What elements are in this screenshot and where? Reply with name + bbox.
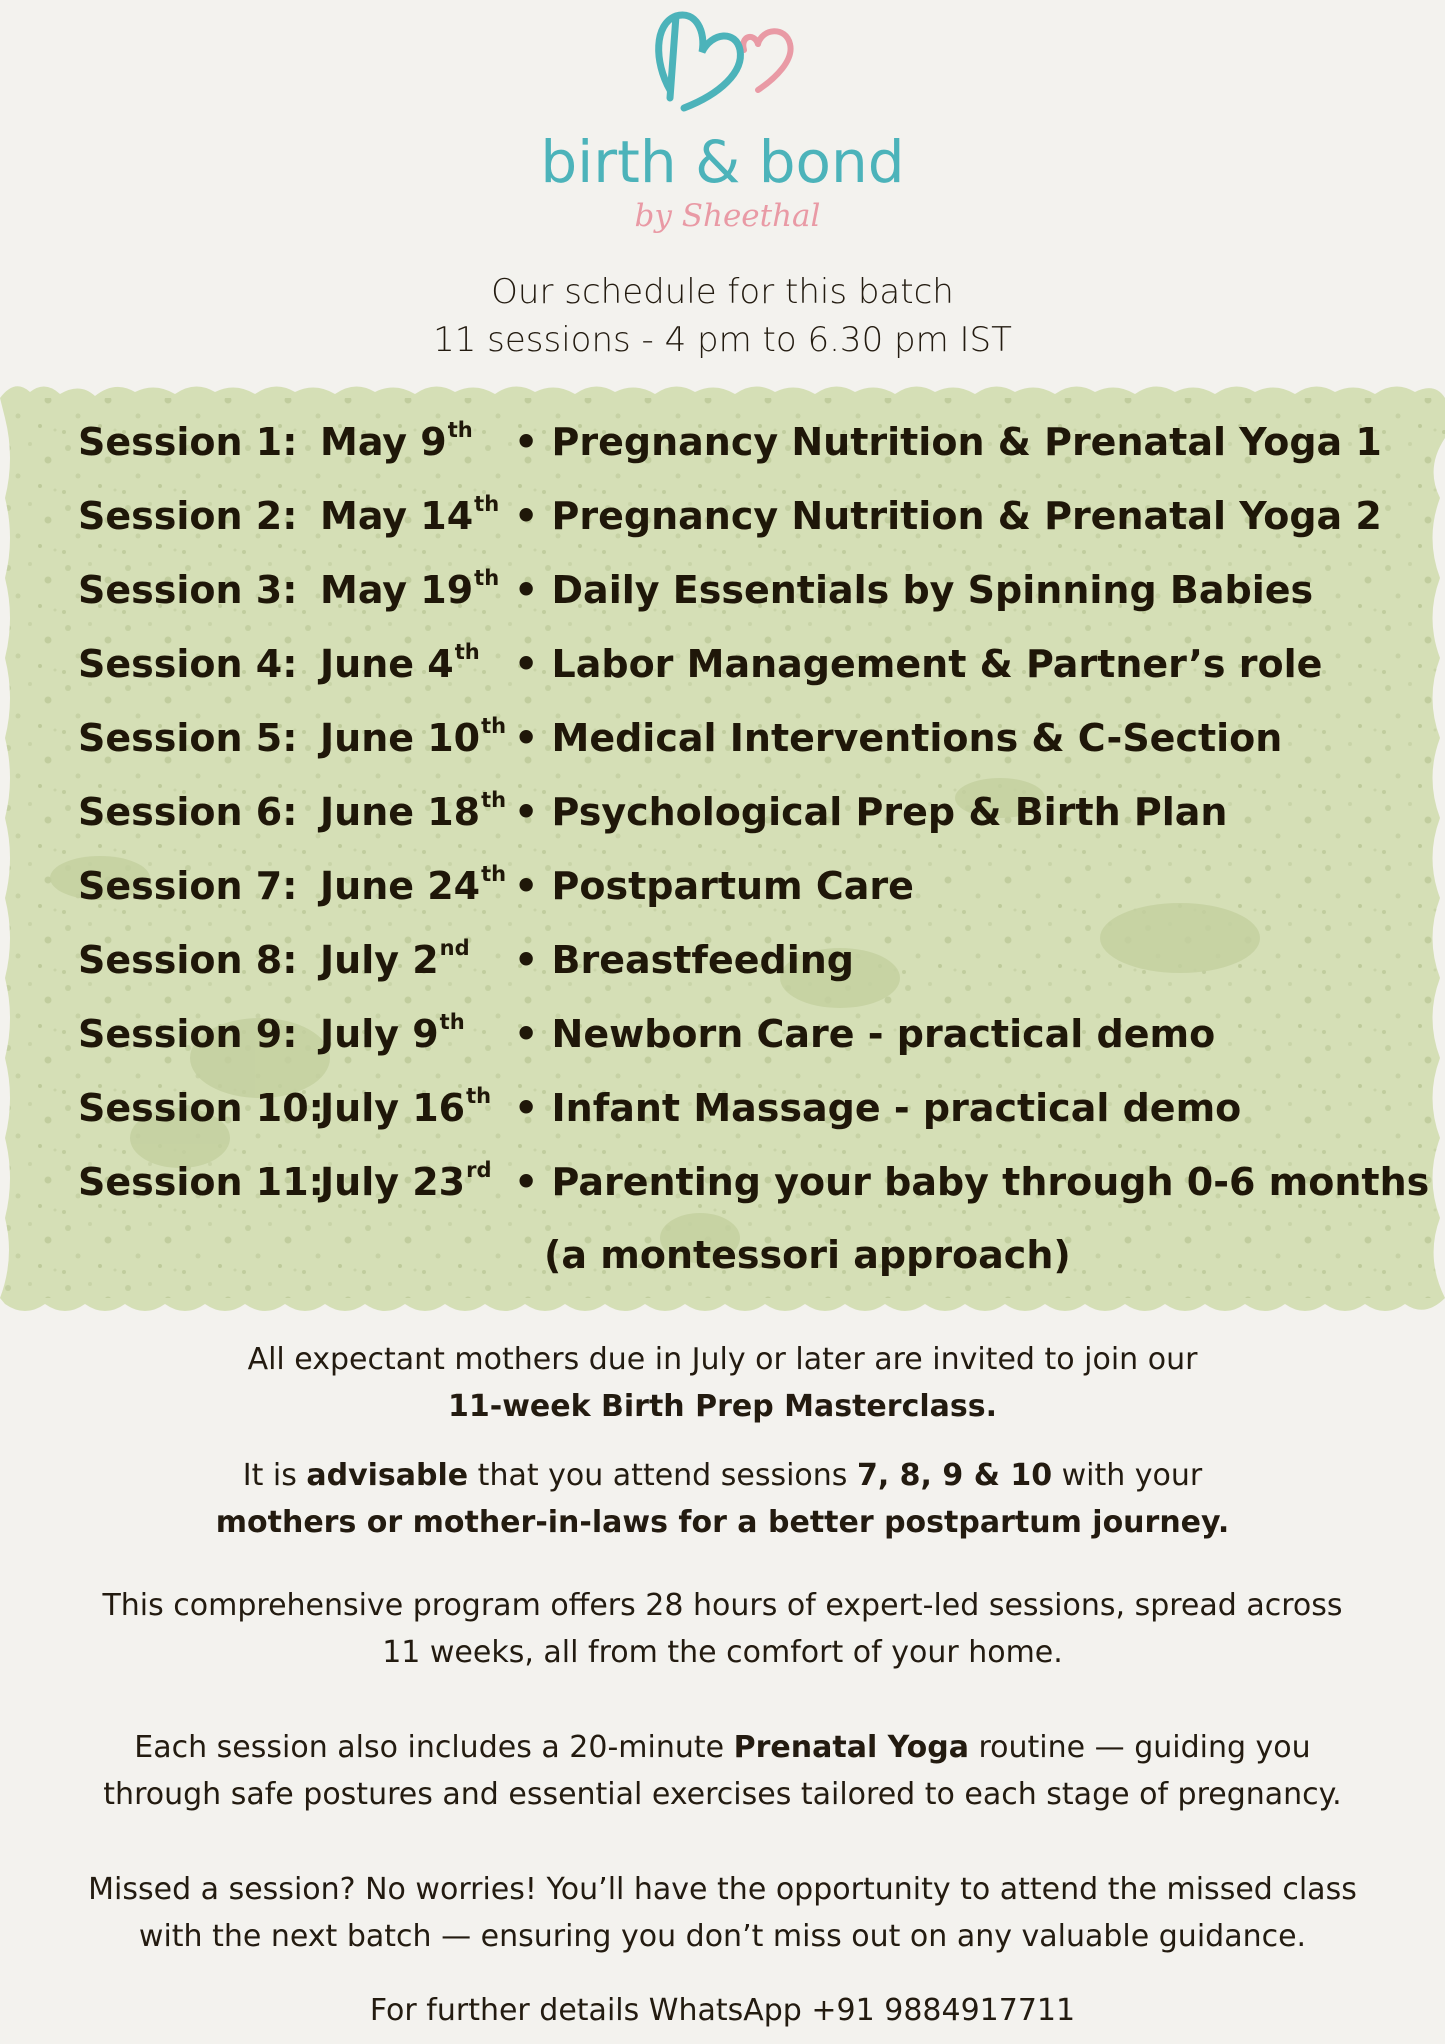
invite-paragraph bbox=[40, 1336, 1405, 1430]
contact-line: For further details WhatsApp +91 9884917711 bbox=[369, 1993, 1076, 2028]
session-date: July 2nd bbox=[320, 936, 470, 982]
session-label: Session 6: bbox=[78, 790, 298, 834]
program-line-1: This comprehensive program offers 28 hours of expert-led sessions, spread across bbox=[102, 1588, 1343, 1623]
session-row-3 bbox=[0, 568, 1445, 628]
session-11-continuation: (a montessori approach) bbox=[544, 1233, 1071, 1277]
session-row-6 bbox=[0, 790, 1445, 850]
session-topic: • Pregnancy Nutrition & Prenatal Yoga 2 bbox=[514, 494, 1382, 538]
session-label: Session 9: bbox=[78, 1012, 298, 1056]
session-topic: • Breastfeeding bbox=[514, 938, 854, 982]
session-row-1 bbox=[0, 420, 1445, 480]
missed-line-2: with the next batch — ensuring you don’t miss out on any valuable guidance. bbox=[138, 1919, 1307, 1954]
session-date: July 16th bbox=[320, 1084, 492, 1130]
session-date: June 18th bbox=[320, 788, 507, 834]
session-label: Session 3: bbox=[78, 568, 298, 612]
session-topic: • Infant Massage - practical demo bbox=[514, 1086, 1242, 1130]
session-topic: • Daily Essentials by Spinning Babies bbox=[514, 568, 1314, 612]
schedule-title: Our schedule for this batch bbox=[491, 272, 954, 312]
yoga-line-1: Each session also includes a 20-minute Prenatal Yoga routine — guiding you bbox=[134, 1730, 1311, 1765]
missed-paragraph bbox=[40, 1866, 1405, 1960]
session-topic: • Labor Management & Partner’s role bbox=[514, 642, 1323, 686]
brand-name: birth & bond bbox=[540, 128, 905, 196]
session-row-4 bbox=[0, 642, 1445, 702]
session-label: Session 7: bbox=[78, 864, 298, 908]
advise-line-2: mothers or mother-in-laws for a better postpartum journey. bbox=[215, 1505, 1230, 1540]
session-date: June 24th bbox=[320, 862, 507, 908]
session-label: Session 2: bbox=[78, 494, 298, 538]
session-topic: • Pregnancy Nutrition & Prenatal Yoga 1 bbox=[514, 420, 1382, 464]
session-row-5 bbox=[0, 716, 1445, 776]
session-row-10 bbox=[0, 1086, 1445, 1146]
yoga-line-2: through safe postures and essential exercises tailored to each stage of pregnancy. bbox=[103, 1777, 1342, 1812]
session-row-8 bbox=[0, 938, 1445, 998]
session-row-11 bbox=[0, 1160, 1445, 1220]
schedule-subtitle: 11 sessions - 4 pm to 6.30 pm IST bbox=[433, 320, 1012, 360]
session-date: May 19th bbox=[320, 566, 500, 612]
advise-line-1: It is advisable that you attend sessions 7, 8, 9 & 10 with your bbox=[242, 1458, 1203, 1493]
session-date: May 9th bbox=[320, 418, 473, 464]
session-row-2 bbox=[0, 494, 1445, 554]
session-label: Session 5: bbox=[78, 716, 298, 760]
session-row-9 bbox=[0, 1012, 1445, 1072]
session-row-7 bbox=[0, 864, 1445, 924]
session-label: Session 10: bbox=[78, 1086, 324, 1130]
session-label: Session 8: bbox=[78, 938, 298, 982]
session-label: Session 1: bbox=[78, 420, 298, 464]
session-date: July 23rd bbox=[320, 1158, 492, 1204]
advise-paragraph bbox=[40, 1452, 1405, 1546]
yoga-paragraph bbox=[40, 1724, 1405, 1818]
program-paragraph bbox=[40, 1582, 1405, 1676]
invite-line-1: All expectant mothers due in July or later are invited to join our bbox=[247, 1342, 1198, 1377]
session-topic: • Psychological Prep & Birth Plan bbox=[514, 790, 1228, 834]
invite-line-2: 11-week Birth Prep Masterclass. bbox=[448, 1389, 997, 1424]
two-hearts-icon bbox=[640, 2, 820, 122]
brand-byline: by Sheethal bbox=[634, 198, 821, 234]
session-label: Session 11: bbox=[78, 1160, 324, 1204]
session-topic: • Parenting your baby through 0-6 months bbox=[514, 1160, 1430, 1204]
missed-line-1: Missed a session? No worries! You’ll have the opportunity to attend the missed class bbox=[88, 1872, 1357, 1907]
session-topic: • Newborn Care - practical demo bbox=[514, 1012, 1216, 1056]
session-label: Session 4: bbox=[78, 642, 298, 686]
session-topic: • Medical Interventions & C-Section bbox=[514, 716, 1283, 760]
session-date: July 9th bbox=[320, 1010, 465, 1056]
session-date: June 4th bbox=[320, 640, 480, 686]
session-date: June 10th bbox=[320, 714, 507, 760]
session-topic: • Postpartum Care bbox=[514, 864, 914, 908]
session-date: May 14th bbox=[320, 492, 500, 538]
program-line-2: 11 weeks, all from the comfort of your home. bbox=[382, 1635, 1063, 1670]
